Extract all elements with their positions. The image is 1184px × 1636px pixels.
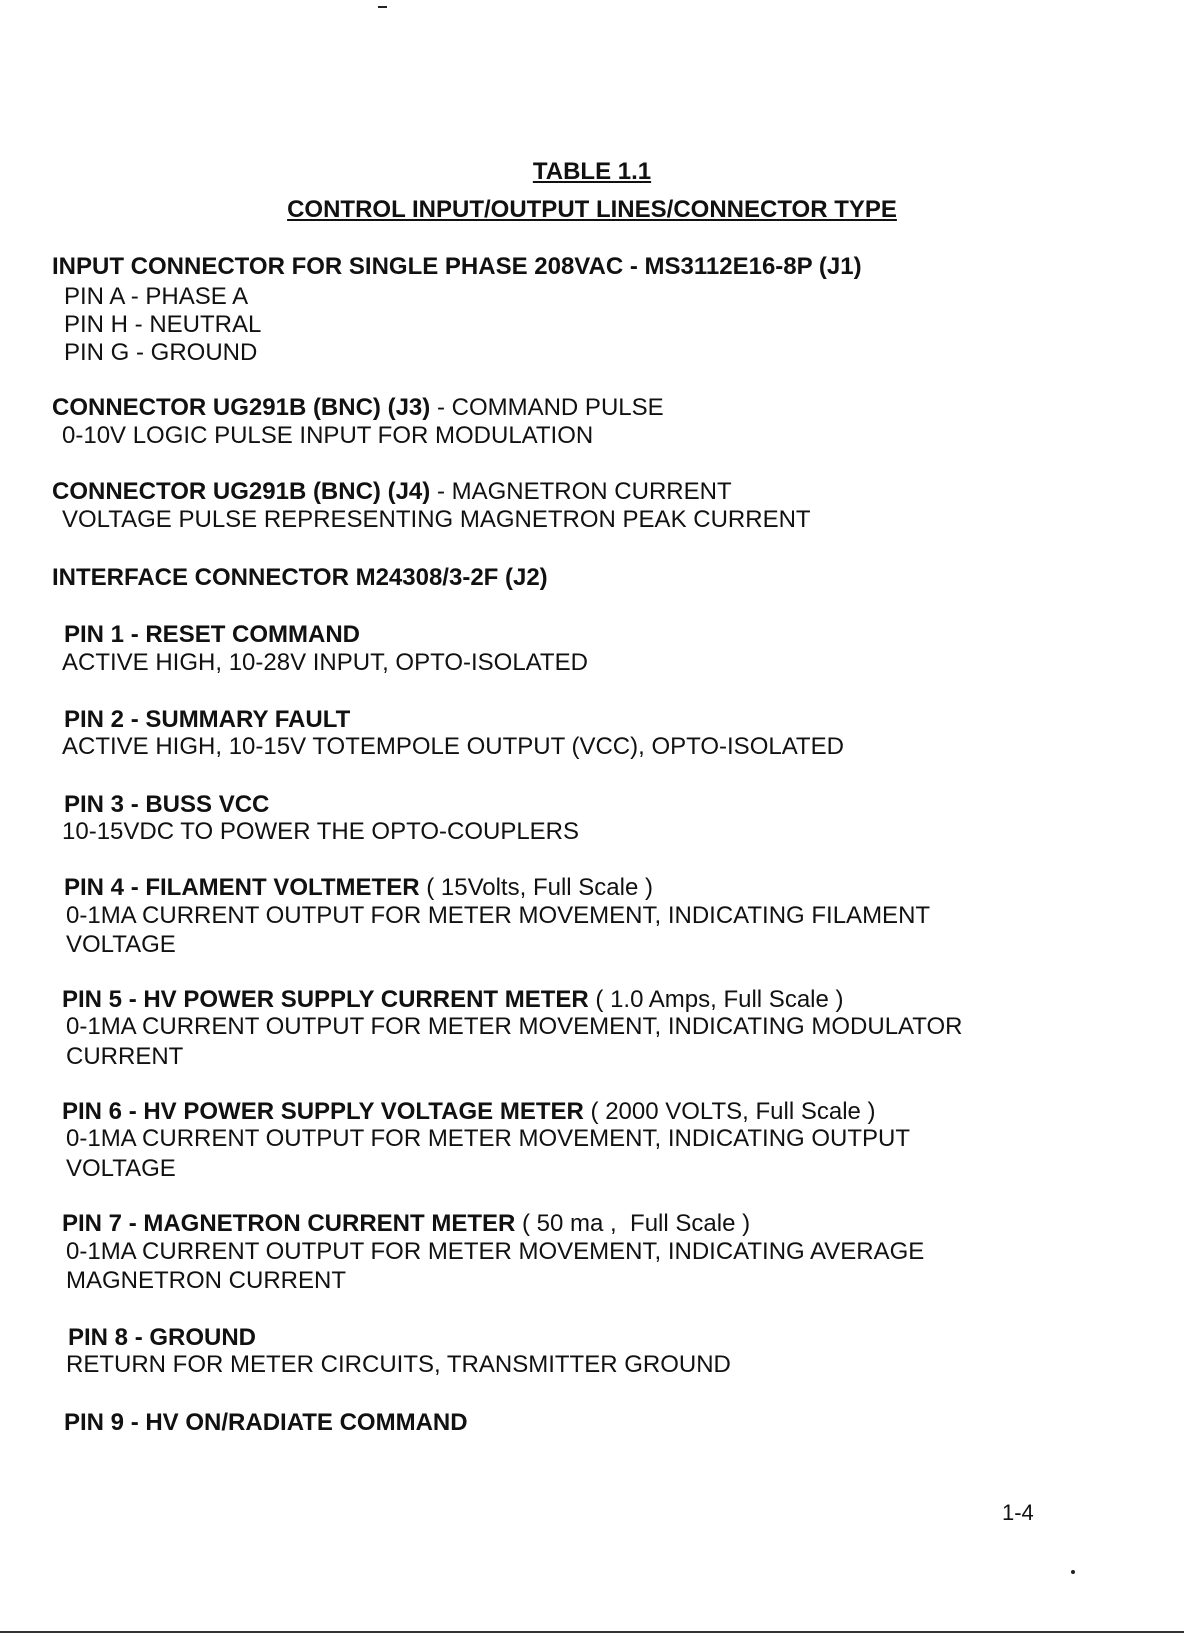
pin8-label: PIN 8 - GROUND (68, 1324, 257, 1351)
pin5-desc-line1: 0-1MA CURRENT OUTPUT FOR METER MOVEMENT, INDICATING MODULATOR (66, 1013, 963, 1040)
pin6-desc-line1: 0-1MA CURRENT OUTPUT FOR METER MOVEMENT, INDICATING OUTPUT (66, 1125, 911, 1152)
pin7-desc-line2: MAGNETRON CURRENT (66, 1267, 346, 1294)
scan-speck (1071, 1570, 1075, 1574)
pin7-scale-note: ( 50 ma , Full Scale ) (515, 1210, 751, 1237)
pin5-heading (62, 985, 844, 1014)
pin4-heading (64, 873, 653, 902)
connector-j4-function: - MAGNETRON CURRENT (430, 478, 732, 505)
pin4-scale-note: ( 15Volts, Full Scale ) (419, 874, 653, 901)
pin4-desc-line1: 0-1MA CURRENT OUTPUT FOR METER MOVEMENT, INDICATING FILAMENT (66, 902, 931, 929)
pin5-desc-line2: CURRENT (66, 1043, 184, 1070)
connector-j3-function: - COMMAND PULSE (430, 394, 664, 421)
pin6-desc-line2: VOLTAGE (66, 1155, 176, 1182)
connector-j4-name: CONNECTOR UG291B (BNC) (J4) (52, 478, 431, 505)
connector-j4-heading (52, 477, 732, 506)
pin6-label: PIN 6 - HV POWER SUPPLY VOLTAGE METER (62, 1098, 584, 1125)
pin3-desc: 10-15VDC TO POWER THE OPTO-COUPLERS (62, 818, 580, 845)
pin4-label: PIN 4 - FILAMENT VOLTMETER (64, 874, 420, 901)
pin5-scale-note: ( 1.0 Amps, Full Scale ) (588, 986, 844, 1013)
connector-j4-desc: VOLTAGE PULSE REPRESENTING MAGNETRON PEAK CURRENT (62, 506, 811, 533)
pin2-label: PIN 2 - SUMMARY FAULT (64, 706, 351, 733)
pin7-desc-line1: 0-1MA CURRENT OUTPUT FOR METER MOVEMENT, INDICATING AVERAGE (66, 1238, 925, 1265)
interface-connector-heading: INTERFACE CONNECTOR M24308/3-2F (J2) (52, 564, 548, 591)
pin-g-line: PIN G - GROUND (64, 339, 258, 366)
pin3-label: PIN 3 - BUSS VCC (64, 791, 270, 818)
pin6-heading (62, 1097, 876, 1126)
pin9-label: PIN 9 - HV ON/RADIATE COMMAND (64, 1409, 468, 1436)
scan-mark (378, 6, 387, 8)
connector-j3-name: CONNECTOR UG291B (BNC) (J3) (52, 394, 431, 421)
pin-h-line: PIN H - NEUTRAL (64, 311, 262, 338)
pin5-label: PIN 5 - HV POWER SUPPLY CURRENT METER (62, 986, 589, 1013)
pin1-desc: ACTIVE HIGH, 10-28V INPUT, OPTO-ISOLATED (62, 649, 588, 676)
input-connector-heading: INPUT CONNECTOR FOR SINGLE PHASE 208VAC - MS3112E16-8P (J1) (52, 253, 862, 280)
connector-j3-desc: 0-10V LOGIC PULSE INPUT FOR MODULATION (62, 422, 594, 449)
pin7-label: PIN 7 - MAGNETRON CURRENT METER (62, 1210, 516, 1237)
table-title: TABLE 1.1 (532, 158, 652, 185)
pin7-heading (62, 1209, 750, 1238)
page-number: 1-4 (1002, 1500, 1034, 1525)
pin6-scale-note: ( 2000 VOLTS, Full Scale ) (583, 1098, 876, 1125)
pin1-label: PIN 1 - RESET COMMAND (64, 621, 361, 648)
connector-j3-heading (52, 393, 664, 422)
pin2-desc: ACTIVE HIGH, 10-15V TOTEMPOLE OUTPUT (VCC), OPTO-ISOLATED (62, 733, 844, 760)
page-bottom-edge (0, 1631, 1184, 1633)
pin8-desc: RETURN FOR METER CIRCUITS, TRANSMITTER GROUND (66, 1351, 731, 1378)
pin-a-line: PIN A - PHASE A (64, 283, 249, 310)
table-subtitle: CONTROL INPUT/OUTPUT LINES/CONNECTOR TYPE (287, 196, 897, 223)
pin4-desc-line2: VOLTAGE (66, 931, 176, 958)
